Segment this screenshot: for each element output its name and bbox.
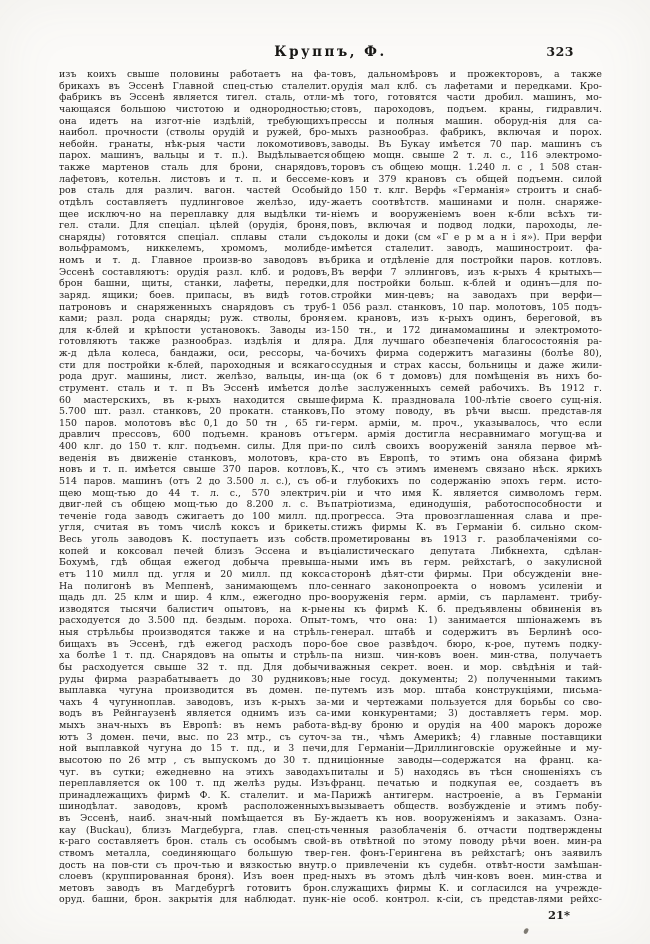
text-line: ныя стрѣльбы производятся также и на стрѣль- [59,627,330,638]
text-line: новъ и т. п. имѣется свыше 370 паров. котловъ, [59,464,330,476]
text-line: ныхъ въ этомъ дѣлѣ чин-ковъ воен. мин-ства и [331,871,602,883]
text-line: вѣд-ву броню и орудія на 400 марокъ дороже [331,720,602,731]
text-line: въ отвѣтной по этому поводу рѣчи воен. мин-ра [331,836,602,848]
text-line: герм. арміи, м. проч., указывалось, что если [331,417,602,429]
text-line: о привлеченіи къ судебн. отвѣт-ности замѣшан- [331,859,602,871]
text-line: етъ 110 милл пд. угля и 20 милл. пд кокса [59,568,330,580]
text-line: товъ, дальномѣровъ и прожекторовъ, а также [331,69,602,80]
text-line: принадлежащихъ фирмѣ Ф. К. сталелит. и ма- [59,789,330,801]
text-line: ими конкурентами; 3) доставляетъ герм. мор. [331,708,602,720]
running-head [59,44,602,62]
text-column-right [331,69,602,906]
text-line: бы расходуется свыше 32 т. пд. Для добычи [59,661,330,673]
text-line: номъ и т. д. Главное произв-во заводовъ въ [59,255,330,266]
text-line: К., что съ этимъ именемъ связано нѣск. яркихъ [331,464,602,476]
text-column-left [59,69,330,906]
text-line: небойн. гранаты, нѣк-рыя части локомотивовъ, [59,138,330,150]
text-line: ніе особ. контрол. к-сіи, съ представ-лями рейхс- [331,894,602,906]
text-line: изводятся тысячи балистич опытовъ, на к-рые [59,603,330,615]
text-line: франц. печатью и подкупая ее, создаетъ въ [331,778,602,790]
text-line: к-раго составляетъ брон. сталь съ особымъ свой- [59,836,330,848]
text-line: ща (ок 6 т домовъ) для помѣщенія въ нихъ бо- [331,371,602,383]
text-line: чуг. въ сутки; ежедневно на этихъ заводахъ [59,766,330,778]
text-line: снаряды) готовятся спеціал. сплавы стали съ [59,231,330,243]
text-line: гел. стали. Для спеціал. цѣлей (орудія, броня, [59,220,330,232]
page-number: 323 [546,44,574,59]
text-line: служащихъ фирмы К. и согласился на учрежде- [331,882,602,894]
text-line: ные госуд. документы; 2) полученными такимъ [331,673,602,685]
text-line: ждаетъ къ нов. вооруженіямъ и заказамъ. Озна- [331,813,602,824]
text-line: томъ, что она: 1) занимается шпіонажемъ въ [331,615,602,627]
page-title: Круппъ, Ф. [274,44,387,60]
text-line: изъ коихъ свыше половины работаетъ на фа- [59,69,330,80]
text-line: двиг-лей съ общею мощ-тью до 8.200 л. с. Въ [59,499,330,511]
text-line: жаетъ соотвѣтств. машинами и полн. снаряже- [331,196,602,208]
text-line: расходуется до 3.500 пд. бездым. пороха. Опыт- [59,615,330,627]
text-line: патріотизма, единодушія, работоспособности и [331,499,602,511]
text-line: ніемъ и вооруженіемъ воен к-бли всѣхъ ти- [331,208,602,220]
text-line: дравлич прессовъ, 600 подъемн. крановъ отъ [59,429,330,441]
text-line: шинодѣлат. заводовъ, кромѣ расположенныхъ [59,801,330,813]
text-line: 150 тн., и 172 динамомашины и электромото- [331,324,602,336]
text-line: сти для постройки к-блей, пароходныя и всякаго [59,359,330,371]
text-line: 5.700 шт. разл. станковъ, 20 прокатн. станковъ, [59,406,330,418]
text-line: Парижѣ антигерм. настроеніе, а въ Германіи [331,789,602,801]
text-line: брика и отдѣленіе для постройки паров. котловъ. [331,255,602,266]
text-line: 150 паров. молотовъ вѣс 0,1 до 50 тн , 65 ги- [59,417,330,429]
text-line: лафетовъ, котельн. листовъ и т. п. и бессеме- [59,173,330,185]
text-line: вызываетъ обществ. возбужденіе и этимъ побу- [331,801,602,813]
text-line: заводы. Въ Букау имѣется 70 пар. машинъ съ [331,138,602,150]
text-line: важныя секрет. воен. и мор. свѣдѣнія и тай- [331,661,602,673]
text-line: водъ въ Рейнгаузенѣ является однимъ изъ са- [59,708,330,720]
text-line: На полигонѣ въ Меппенѣ, занимающемъ пло- [59,580,330,592]
text-line: брикахъ въ Эссенѣ Главной спец-стью сталелит. [59,80,330,92]
text-line: выплавка чугуна производится въ домен. пе- [59,685,330,697]
text-line: питалы и 5) находясь въ тѣсн сношеніяхъ съ [331,766,602,778]
text-line: торовъ съ общею мощн. 1.240 л. с , 1 508 стан- [331,162,602,173]
text-line: орудія мал клб. съ лафетами и передками. Кро- [331,80,602,92]
text-line: прессы и полныя машин. оборуд-нія для са- [331,115,602,127]
text-line: Бохумѣ, гдѣ общая ежегод добыча превыша- [59,557,330,569]
text-line: вооруженія герм. арміи, съ парламент. трибу- [331,592,602,604]
text-line: брон башни, щиты, станки, лафеты, передки, [59,278,330,290]
text-line: ными имъ въ герм. рейхстагѣ, о закулисной [331,557,602,569]
text-line: ной выплавкой чугуна до 15 т. пд., и 3 печи, [59,743,330,755]
text-line: для к-блей и крѣпости установокъ. Заводы из- [59,324,330,336]
text-line: дость на пов-сти съ проч-тью и вязкостью внутр. [59,859,330,871]
text-line: ствомъ металла, соединяющаго большую твер- [59,847,330,859]
text-line: также мартенов сталь для брони, снарядовъ, [59,162,330,173]
text-line: руды фирма разрабатываетъ до 30 рудниковъ; [59,673,330,685]
text-line: по силѣ своихъ вооруженій заняла первое мѣ- [331,441,602,452]
text-line: для Германіи—Дриллинговскіе оружейные и му- [331,743,602,755]
text-line: заряд. ящики; боев. припасы, въ видѣ готов. [59,289,330,301]
text-line: для постройки больш. к-блей и одинъ—для по- [331,278,602,290]
text-line: ген. фонъ-Герингена въ рейхстагѣ; онъ заявилъ [331,847,602,859]
text-line: ковъ и 379 крановъ съ общей подъемн. силой [331,173,602,185]
text-line: сеннаго законопроекта о новомъ усиленіи и [331,580,602,592]
text-line: 60 мастерскихъ, въ к-рыхъ находится свыше [59,394,330,406]
text-line: ками; разл. рода снаряды; руж. стволы, броня [59,313,330,325]
text-line: теченіе года заводъ сжигаетъ до 100 милл. пд. [59,510,330,522]
text-line: путемъ изъ мор. штаба конструкціями, письма- [331,685,602,697]
text-line: ж-д дѣла колеса, бандажи, оси, рессоры, ча- [59,348,330,359]
text-line: фабрикъ въ Эссенѣ является тигел. сталь, отли- [59,92,330,104]
text-line: ціалистическаго депутата Либкнехта, сдѣлан- [331,545,602,557]
text-line: мѣ того, готовятся части дробил. машинъ, мо- [331,92,602,104]
text-line: мыхъ разнообраз. фабрикъ, включая и порох. [331,127,602,139]
text-line: веденія въ движеніе станковъ, молотовъ, кра- [59,452,330,464]
text-line: кау (Buckau), близъ Магдебурга, глав. спец-сть [59,824,330,836]
text-line: стижъ фирмы К. въ Германіи б. сильно ском- [331,522,602,534]
text-line: стовъ, пароходовъ, подъем. краны, гидравлич. [331,103,602,115]
text-line: 514 паров. машинъ (отъ 2 до 3.500 л. с.), съ об- [59,475,330,487]
signature-mark: 21* [547,908,570,922]
text-line: чающаяся большою чистотою и однородностью; [59,103,330,115]
text-line: рода друг. машины, лист. желѣзо, вальцы, ин- [59,371,330,383]
text-line: парох. машинъ, вальцы и т. п.). Выдѣлывается [59,150,330,162]
text-line: стройки мин-цевъ; на заводахъ при верфи— [331,289,602,301]
text-line: па низш. чин-ковъ воен. мин-ства, получаетъ [331,650,602,662]
text-line: готовляютъ также разнообраз. издѣлія и для [59,336,330,348]
text-line: ріи и что имя К. является символомъ герм. [331,487,602,499]
text-line: фирма К. праздновала 100-лѣтіе своего сущ-нія. [331,394,602,406]
text-line: ниціонные заводы—содержатся на франц. ка- [331,754,602,766]
text-line: лѣе заслуженныхъ семей рабочихъ. Въ 1912 г. [331,382,602,394]
text-line: ченныя разоблаченія б. отчасти подтверждены [331,824,602,836]
text-line: щадь дл. 25 клм и шир. 4 клм., ежегодно про- [59,592,330,604]
text-line: Весь уголь заводовъ К. поступаетъ изъ собств. [59,534,330,545]
text-line: ми и чертежами пользуется для борьбы со сво- [331,696,602,708]
text-line: бищахъ въ Эссенѣ, гдѣ ежегод расходъ поро- [59,638,330,650]
text-line: доколы и доки (см «Г е р м а н і я»). При верфи [331,231,602,243]
text-line: герм. армія достигла несравнимаго могущ-ва и [331,429,602,441]
text-line: за тн., чѣмъ Америкѣ; 4) главные поставщики [331,731,602,743]
text-line: сто въ Европѣ, то этимъ она обязана фирмѣ [331,452,602,464]
text-line: ссудныя и страх кассы, больницы и даже жили- [331,359,602,371]
text-line: высотою по 26 мтр , съ выпускомъ до 30 т. пд [59,754,330,766]
text-line: переплавляется ок 100 т. пд желѣз руды. Изъ [59,778,330,790]
text-line: оруд. башни, брон. закрытія для наблюдат. пунк- [59,894,330,906]
text-line: ров сталь для различ. вагон. частей Особый [59,185,330,197]
text-line: копей и коксовал печей близъ Эссена и въ [59,545,330,557]
text-line: Въ верфи 7 эллинговъ, изъ к-рыхъ 4 крытыхъ— [331,266,602,278]
text-line: она идетъ на изгот-ніе издѣлій, требующихъ [59,115,330,127]
text-line: бое свое развѣдоч. бюро, к-рое, путемъ подку- [331,638,602,650]
text-line: общею мощн. свыше 2 т. л. с., 116 электромо- [331,150,602,162]
text-line: ютъ 3 домен. печи, выс. по 23 мтр., съ суточ- [59,731,330,743]
text-line: до 150 т. клг. Верфь «Германія» строитъ и снаб- [331,185,602,197]
text-line: генерал. штабѣ и содержитъ въ Берлинѣ осо- [331,627,602,638]
text-line: Эссенѣ составляютъ: орудія разл. клб. и родовъ, [59,266,330,278]
text-line: 400 клг. до 150 т. клг. подъемн. силы. Для при- [59,441,330,452]
text-line: мыхъ знач-ныхъ въ Европѣ: въ немъ работа- [59,720,330,731]
text-line: патроновъ и снаряженныхъ снарядовъ съ труб- [59,301,330,313]
text-line: прометированы въ 1913 г. разоблаченіями со- [331,534,602,545]
text-line: ха болѣе 1 т. пд. Снарядовъ на опыты и стрѣль- [59,650,330,662]
text-line: и глубокихъ по содержанію эпохъ герм. исто- [331,475,602,487]
text-line: ны къ фирмѣ К. б. предъявлены обвиненія въ [331,603,602,615]
text-line: ем. крановъ, изъ к-рыхъ одинъ, береговой, въ [331,313,602,325]
text-line: ра. Для лучшаго обезпеченія благосостоянія ра- [331,336,602,348]
text-line: слоевъ (круппированная броня). Изъ воен пред- [59,871,330,883]
text-line: 1 056 разл. станковъ, 10 пар. молотовъ, 105 подъ- [331,301,602,313]
text-line: вольфрамомъ, никкелемъ, хромомъ, молибде- [59,243,330,255]
text-line: щее исключ-но на переплавку для выдѣлки ти- [59,208,330,220]
scan-artifact [523,927,529,934]
text-line: щею мощ-тью до 44 т. л. с., 570 электрич. [59,487,330,499]
text-line: метовъ заводъ въ Магдебургѣ готовитъ брон. [59,882,330,894]
text-line: сторонѣ дѣят-сти фирмы. При обсужденіи вне- [331,568,602,580]
text-line: повъ, включая и подвод лодки, пароходы, ле- [331,220,602,232]
text-line: чахъ 4 чугунноплав. заводовъ, изъ к-рыхъ за- [59,696,330,708]
text-line: струмент. сталь и т. п Въ Эссенѣ имѣется до [59,382,330,394]
text-line: отдѣлъ составляетъ пудлинговое желѣзо, иду- [59,196,330,208]
text-line: По этому поводу, въ рѣчи высш. представ-ля [331,406,602,418]
text-line: прогресса. Эта провозглашенная слава и пре- [331,510,602,522]
text-line: наибол. прочности (стволы орудій и ружей, бро- [59,127,330,139]
text-line: угля, считая въ томъ числѣ коксъ и брикеты. [59,522,330,534]
text-line: бочихъ фирма содержитъ магазины (болѣе 80), [331,348,602,359]
text-line: имѣется сталелит. заводъ, машиностроит. фа- [331,243,602,255]
text-line: въ Эссенѣ, наиб. знач-ный помѣщается въ Бу- [59,813,330,824]
